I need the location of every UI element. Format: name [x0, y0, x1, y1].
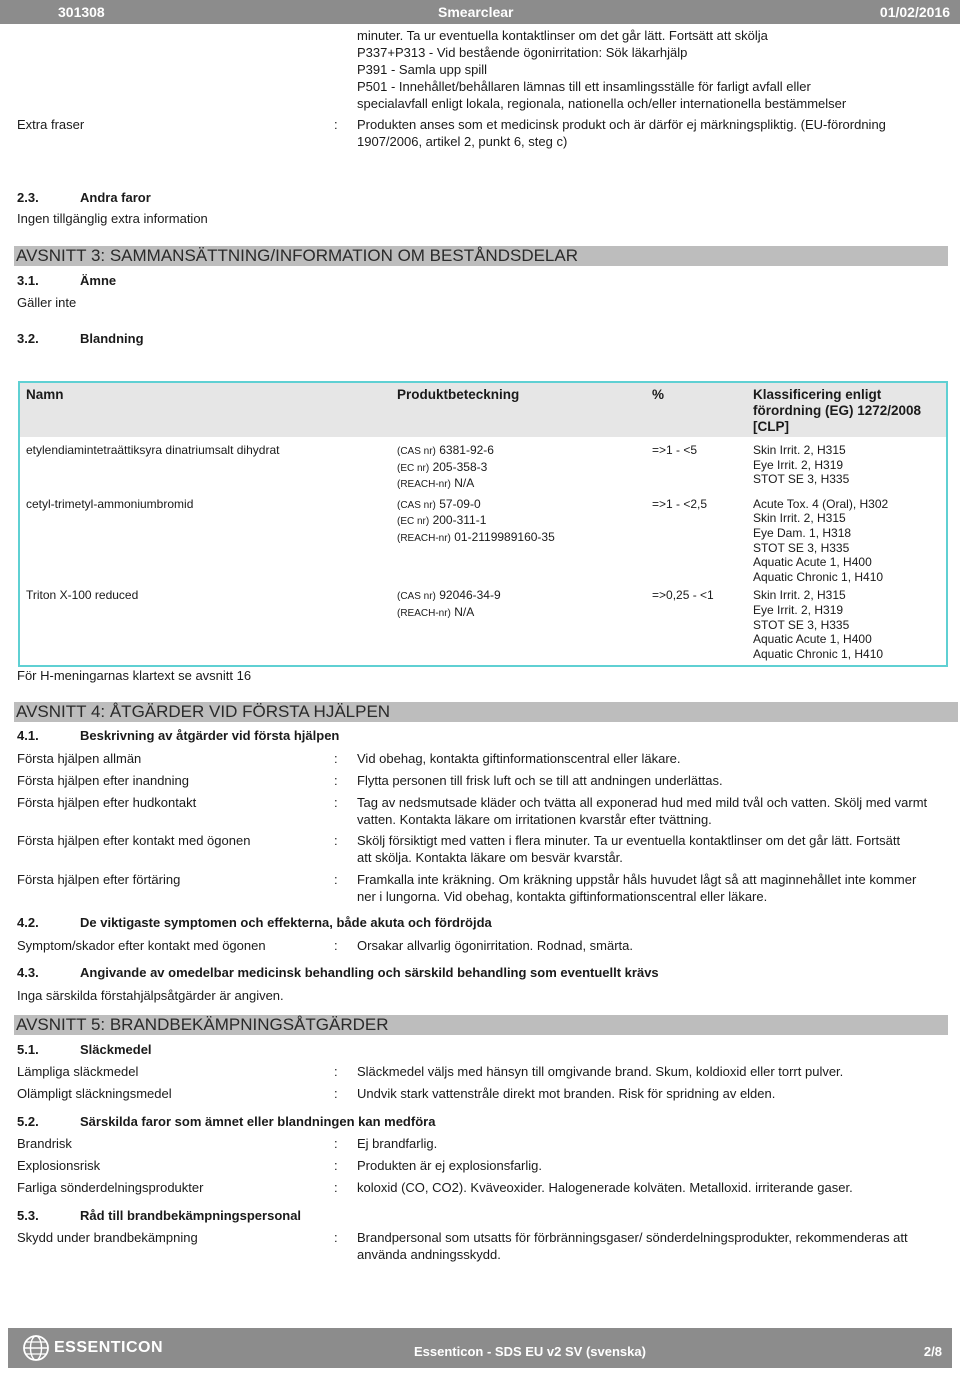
- first-aid-general-value: Vid obehag, kontakta giftinformationscentral eller läkare.: [357, 751, 681, 766]
- subsection-3-1: 3.1. Ämne: [17, 273, 117, 288]
- colon: :: [334, 1086, 338, 1101]
- colon: :: [334, 751, 338, 766]
- extra-phrases-label: Extra fraser: [17, 117, 85, 132]
- cell-classification: Acute Tox. 4 (Oral), H302 Skin Irrit. 2, H315 Eye Dam. 1, H318 STOT SE 3, H335 Aquatic Acute 1, H400 Aquatic Chronic 1, H410: [753, 496, 889, 584]
- colon: :: [334, 872, 338, 887]
- phrase-line: P391 - Samla upp spill: [357, 62, 488, 77]
- colon: :: [334, 1158, 338, 1173]
- colon: :: [334, 1180, 338, 1195]
- symptom-eyes-value: Orsakar allvarlig ögonirritation. Rodnad, smärta.: [357, 938, 634, 953]
- fire-hazard-label: Brandrisk: [17, 1136, 72, 1151]
- first-aid-skin-label: Första hjälpen efter hudkontakt: [17, 795, 197, 810]
- suitable-media-label: Lämpliga släckmedel: [17, 1064, 139, 1079]
- substance-text: Gäller inte: [17, 295, 77, 310]
- subsection-4-3: 4.3. Angivande av omedelbar medicinsk behandling och särskild behandling som eventuellt krävs: [17, 965, 659, 980]
- page-number: 2/8: [923, 1344, 942, 1359]
- subsection-2-3: 2.3. Andra faror: [17, 190, 151, 205]
- footer-title: Essenticon - SDS EU v2 SV (svenska): [414, 1344, 646, 1359]
- logo-text: ESSENTICON: [54, 1339, 164, 1356]
- other-hazards-text: Ingen tillgänglig extra information: [17, 211, 208, 226]
- suitable-media-value: Släckmedel väljs med hänsyn till omgivande brand. Skum, koldioxid eller torrt pulver.: [357, 1064, 844, 1079]
- first-aid-ingestion-label: Första hjälpen efter förtäring: [17, 872, 181, 887]
- unsuitable-media-value: Undvik stark vattenstråle direkt mot branden. Risk för spridning av elden.: [357, 1086, 776, 1101]
- firefighting-protection-value: Brandpersonal som utsatts för förbränningsgaser/ sönderdelningsprodukter, rekommenderas att använda andningsskydd.: [357, 1230, 908, 1262]
- col-header-identifier: Produktbeteckning: [391, 382, 646, 437]
- subsection-4-2: 4.2. De viktigaste symptomen och effekterna, både akuta och fördröjda: [17, 915, 492, 930]
- globe-icon: [22, 1334, 50, 1362]
- section-4-title: AVSNITT 4: ÅTGÄRDER VID FÖRSTA HJÄLPEN: [14, 702, 958, 722]
- company-logo: [22, 1334, 163, 1362]
- page-header: [0, 0, 960, 24]
- cell-percent: =>1 - <2,5: [652, 496, 708, 511]
- first-aid-eyes-value: Skölj försiktigt med vatten i flera minuter. Ta ur eventuella kontaktlinser om det går lätt. Fortsätt att skölja. Kontakta läkare om besvär kvarstår.: [357, 833, 901, 865]
- h-phrases-note: För H-meningarnas klartext se avsnitt 16: [17, 668, 252, 683]
- cell-identifiers: (CAS nr) 57-09-0 (EC nr) 200-311-1 (REACH-nr) 01-2119989160-35: [397, 496, 555, 544]
- cell-name: Triton X-100 reduced: [26, 588, 139, 603]
- document-id: 301308: [58, 4, 105, 20]
- cell-identifiers: (CAS nr) 92046-34-9 (REACH-nr) N/A: [397, 588, 501, 619]
- colon: :: [334, 117, 338, 132]
- explosion-hazard-label: Explosionsrisk: [17, 1158, 101, 1173]
- first-aid-general-label: Första hjälpen allmän: [17, 751, 142, 766]
- col-header-classification: Klassificering enligt förordning (EG) 1272/2008 [CLP]: [747, 382, 947, 437]
- decomposition-products-value: koloxid (CO, CO2). Kväveoxider. Halogenerade kolväten. Metalloxid. irriterande gaser.: [357, 1180, 853, 1195]
- cell-classification: Skin Irrit. 2, H315 Eye Irrit. 2, H319 STOT SE 3, H335: [753, 443, 850, 487]
- explosion-hazard-value: Produkten är ej explosionsfarlig.: [357, 1158, 542, 1173]
- colon: :: [334, 1136, 338, 1151]
- col-header-name: Namn: [19, 382, 391, 437]
- product-name: Smearclear: [438, 4, 514, 20]
- document-date: 01/02/2016: [879, 4, 950, 20]
- colon: :: [334, 795, 338, 810]
- extra-phrases-value: Produkten anses som et medicinsk produkt och är därför ej märkningspliktig. (EU-förordning 1907/2006, artikel 2, punkt 6, steg c): [357, 117, 886, 149]
- phrase-line: minuter. Ta ur eventuella kontaktlinser om det går lätt. Fortsätt att skölja: [357, 28, 768, 43]
- cell-percent: =>1 - <5: [652, 443, 698, 457]
- cell-name: etylendiamintetraättiksyra dinatriumsalt dihydrat: [26, 443, 280, 457]
- first-aid-inhalation-value: Flytta personen till frisk luft och se till att andningen underlättas.: [357, 773, 723, 788]
- section-3-title: AVSNITT 3: SAMMANSÄTTNING/INFORMATION OM BESTÅNDSDELAR: [14, 246, 948, 266]
- colon: :: [334, 833, 338, 848]
- unsuitable-media-label: Olämpligt släckningsmedel: [17, 1086, 172, 1101]
- col-header-percent: %: [646, 382, 747, 437]
- subsection-3-2: 3.2. Blandning: [17, 331, 144, 346]
- subsection-4-1: 4.1. Beskrivning av åtgärder vid första hjälpen: [17, 728, 340, 743]
- colon: :: [334, 1230, 338, 1245]
- first-aid-ingestion-value: Framkalla inte kräkning. Om kräkning uppstår håls huvudet lågt så att maginnehållet inte kommer ner i lungorna. Vid obehag, kontakta giftinformationscentral eller läkare.: [357, 872, 917, 904]
- subsection-5-1: 5.1. Släckmedel: [17, 1042, 152, 1057]
- symptom-eyes-label: Symptom/skador efter kontakt med ögonen: [17, 938, 266, 953]
- cell-name: cetyl-trimetyl-ammoniumbromid: [26, 496, 194, 511]
- decomposition-products-label: Farliga sönderdelningsprodukter: [17, 1180, 204, 1195]
- first-aid-skin-value: Tag av nedsmutsade kläder och tvätta all exponerad hud med mild tvål och vatten. Skölj med varmt vatten. Kontakta läkare om irritationen kvarstår efter tvättning.: [357, 795, 928, 827]
- phrase-line: P337+P313 - Vid bestående ögonirritation: Sök läkarhjälp: [357, 45, 688, 60]
- first-aid-inhalation-label: Första hjälpen efter inandning: [17, 773, 190, 788]
- composition-table: [18, 381, 948, 667]
- fire-hazard-value: Ej brandfarlig.: [357, 1136, 438, 1151]
- phrase-line: specialavfall enligt lokala, regionala, nationella och/eller internationella bestämmelser: [357, 96, 847, 111]
- cell-classification: Skin Irrit. 2, H315 Eye Irrit. 2, H319 STOT SE 3, H335 Aquatic Acute 1, H400 Aquatic Chronic 1, H410: [753, 588, 884, 661]
- phrase-line: P501 - Innehållet/behållaren lämnas till ett insamlingsställe för farligt avfall eller: [357, 79, 811, 94]
- page-footer: [8, 1328, 952, 1368]
- colon: :: [334, 938, 338, 953]
- colon: :: [334, 773, 338, 788]
- first-aid-eyes-label: Första hjälpen efter kontakt med ögonen: [17, 833, 251, 848]
- section-5-title: AVSNITT 5: BRANDBEKÄMPNINGSÅTGÄRDER: [14, 1015, 948, 1035]
- cell-percent: =>0,25 - <1: [652, 588, 714, 603]
- cell-identifiers: (CAS nr) 6381-92-6 (EC nr) 205-358-3 (REACH-nr) N/A: [397, 443, 494, 491]
- subsection-5-3: 5.3. Råd till brandbekämpningspersonal: [17, 1208, 302, 1223]
- medical-treatment-text: Inga särskilda förstahjälpsåtgärder är angiven.: [17, 988, 284, 1003]
- table-header-row: [19, 382, 947, 437]
- colon: :: [334, 1064, 338, 1079]
- subsection-5-2: 5.2. Särskilda faror som ämnet eller blandningen kan medföra: [17, 1114, 436, 1129]
- table-row: [19, 497, 947, 589]
- firefighting-protection-label: Skydd under brandbekämpning: [17, 1230, 198, 1245]
- table-row: [19, 588, 947, 666]
- table-row: [19, 437, 947, 497]
